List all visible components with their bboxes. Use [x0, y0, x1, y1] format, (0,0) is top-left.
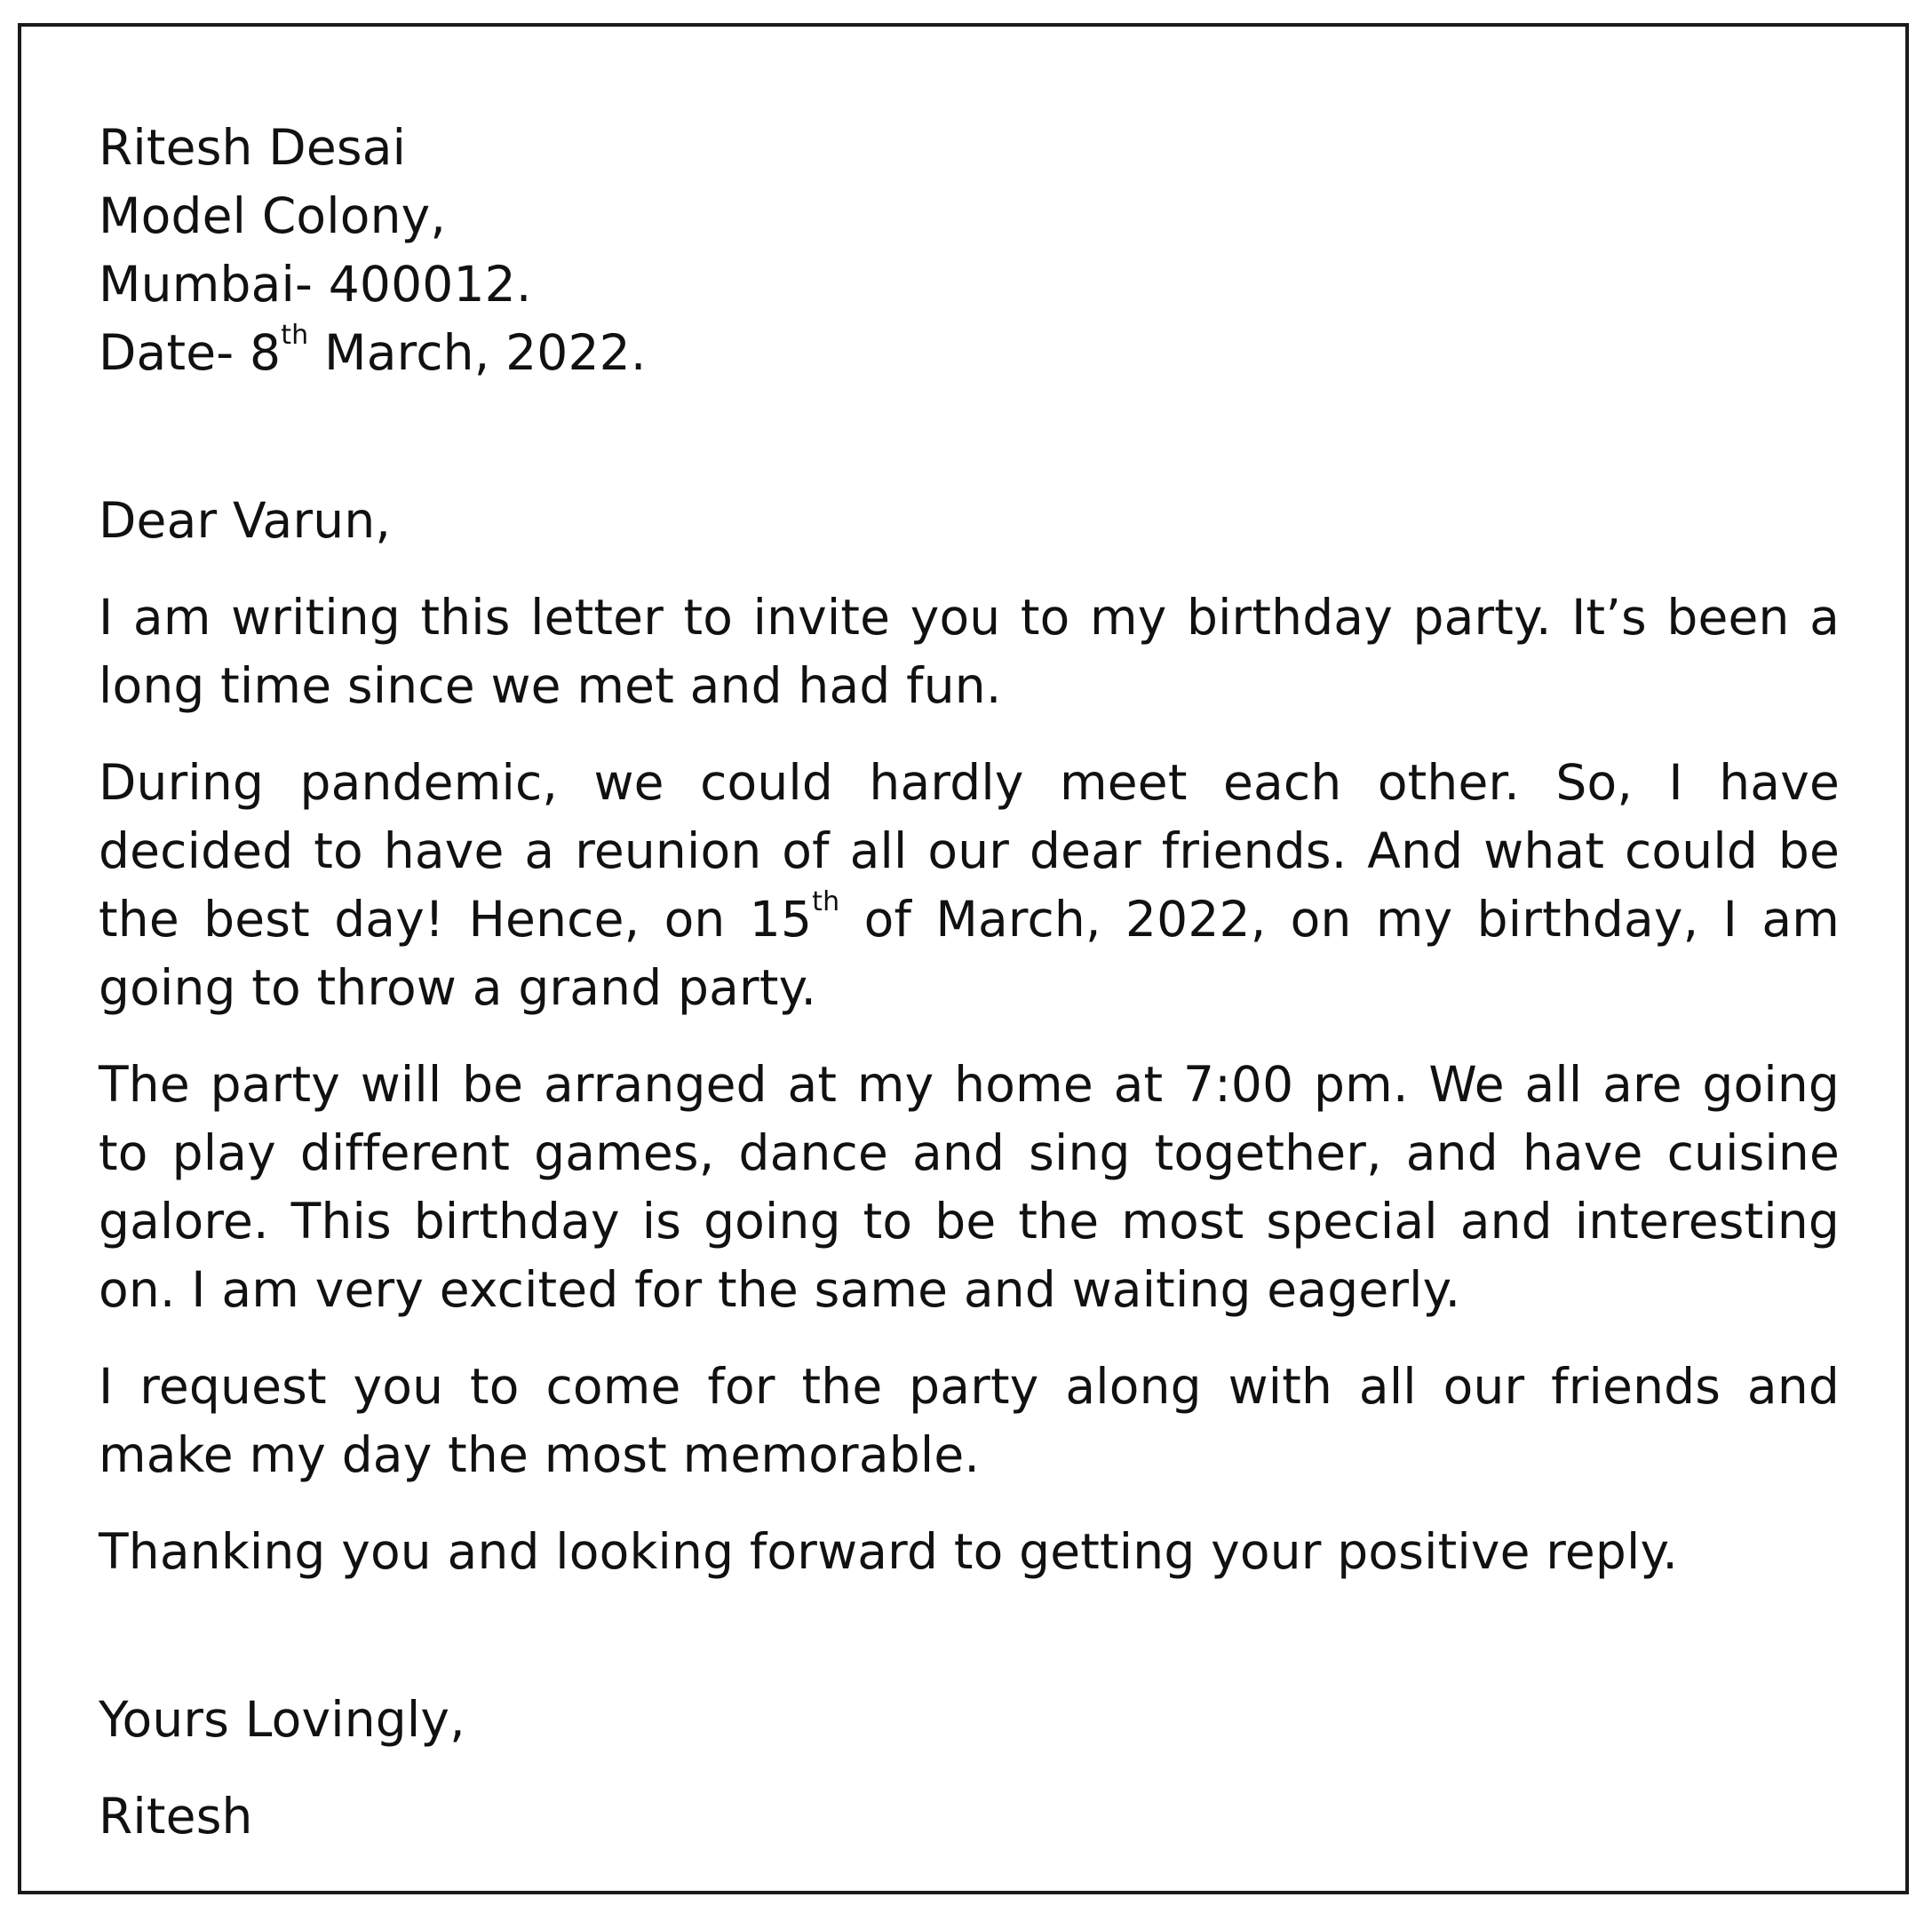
letter-body: [99, 114, 1840, 1851]
paragraph-2-text-before: During pandemic, we could hardly meet each other. So, I have decided to have a reunion of all our dear friends. And what could be the best day! Hence, on 15: [99, 754, 1840, 948]
date-prefix: Date- 8: [99, 324, 282, 381]
body-paragraph-4: I request you to come for the party along with all our friends and make my day the most memorable.: [99, 1358, 1840, 1483]
letter-date: [99, 319, 1840, 387]
sender-street: Model Colony,: [99, 187, 447, 244]
body-paragraph-3: The party will be arranged at my home at 7:00 pm. We all are going to play different games, dance and sing together, and have cuisine galore. This birthday is going to be the most special and interesting on. I am very excited for the same and waiting eagerly.: [99, 1056, 1840, 1318]
sender-name: Ritesh Desai: [99, 119, 407, 176]
signature-name: Ritesh: [99, 1788, 253, 1845]
letter-frame: [18, 23, 1909, 1894]
sender-city: Mumbai- 400012.: [99, 256, 532, 313]
paragraph-2-ordinal-suffix: th: [812, 886, 840, 917]
date-suffix: March, 2022.: [308, 324, 647, 381]
closing-block: [99, 1686, 1840, 1851]
paragraph-2-text-after: of March, 2022, on my birthday, I am going to throw a grand party.: [99, 891, 1840, 1016]
salutation: Dear Varun,: [99, 492, 392, 549]
body-paragraph-1: I am writing this letter to invite you to my birthday party. It’s been a long time since we met and had fun.: [99, 589, 1840, 714]
sender-address-block: [99, 114, 1840, 387]
body-paragraph-5: Thanking you and looking forward to getting your positive reply.: [99, 1523, 1679, 1580]
body-paragraph-2: [99, 749, 1840, 1022]
date-ordinal-suffix: th: [281, 320, 309, 351]
valediction: Yours Lovingly,: [99, 1691, 465, 1748]
